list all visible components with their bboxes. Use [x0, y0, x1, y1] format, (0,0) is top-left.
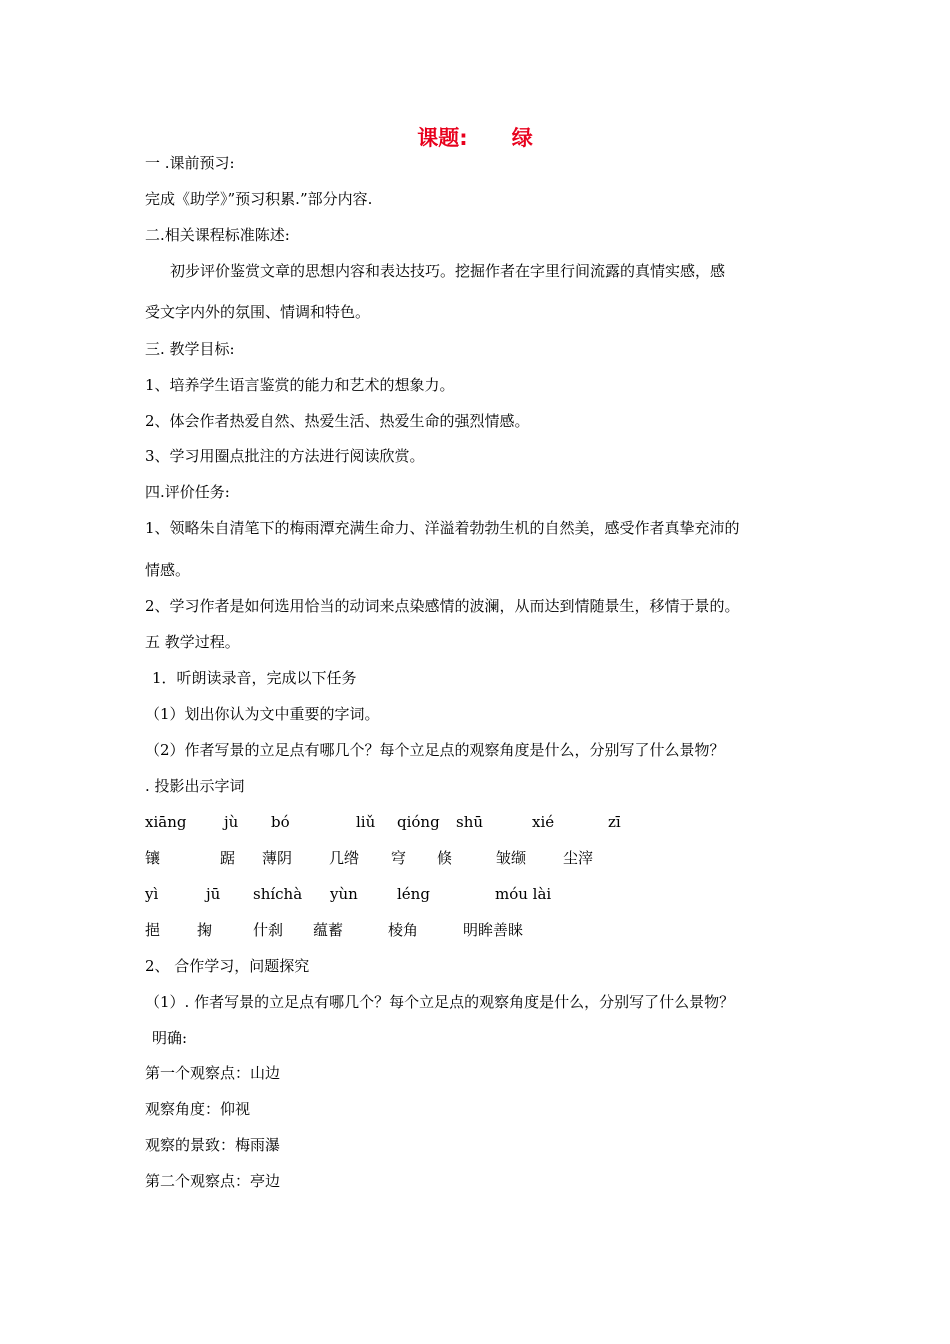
word: 几绺: [329, 849, 360, 867]
pinyin-row-2: [145, 884, 845, 904]
task-1-line-1: 1、领略朱自清笔下的梅雨潭充满生命力、洋溢着勃勃生机的自然美，感受作者真挚充沛的: [145, 519, 740, 537]
pinyin: qióng: [397, 813, 440, 831]
pinyin: shū: [456, 813, 484, 831]
process-step-2-a: （1）. 作者写景的立足点有哪几个？每个立足点的观察角度是什么，分别写了什么景物？: [145, 993, 735, 1011]
word: 穹: [391, 849, 407, 867]
observation-1: 第一个观察点：山边: [145, 1064, 281, 1082]
process-step-1-a: （1）划出你认为文中重要的字词。: [145, 705, 380, 723]
observation-scene: 观察的景致：梅雨瀑: [145, 1136, 281, 1154]
process-step-1-b: （2）作者写景的立足点有哪几个？每个立足点的观察角度是什么，分别写了什么景物？: [145, 741, 725, 759]
section-2-text-line-2: 受文字内外的氛围、情调和特色。: [145, 303, 371, 321]
word: 什刹: [253, 921, 284, 939]
pinyin: xié: [532, 813, 555, 831]
pinyin: léng: [397, 885, 430, 903]
section-2-text-line-1: 初步评价鉴赏文章的思想内容和表达技巧。挖掘作者在字里行间流露的真情实感，感: [170, 262, 726, 280]
process-step-1: 1．听朗读录音，完成以下任务: [152, 669, 357, 687]
pinyin: móu lài: [495, 885, 552, 903]
goal-3: 3、学习用圈点批注的方法进行阅读欣赏。: [145, 447, 425, 465]
observation-angle: 观察角度：仰视: [145, 1100, 251, 1118]
pinyin: jù: [224, 813, 239, 831]
process-step-1-c: . 投影出示字词: [145, 777, 245, 795]
word: 薄阴: [262, 849, 293, 867]
word: 蕴蓄: [313, 921, 344, 939]
clarify-label: 明确:: [152, 1029, 188, 1047]
word: 掬: [197, 921, 213, 939]
pinyin: zī: [608, 813, 621, 831]
word-row-2: [145, 920, 845, 940]
word: 倏: [437, 849, 453, 867]
pinyin: bó: [271, 813, 290, 831]
goal-2: 2、体会作者热爱自然、热爱生活、热爱生命的强烈情感。: [145, 412, 530, 430]
section-2-heading: 二.相关课程标准陈述:: [145, 226, 290, 244]
word: 尘滓: [563, 849, 594, 867]
pinyin: jū: [206, 885, 221, 903]
pinyin: liǔ: [356, 813, 376, 831]
word: 镶: [145, 849, 161, 867]
observation-2: 第二个观察点：亭边: [145, 1172, 281, 1190]
word: 棱角: [388, 921, 419, 939]
title-word: 绿: [511, 126, 533, 150]
section-5-heading: 五 教学过程。: [145, 633, 240, 651]
pinyin: yì: [145, 885, 159, 903]
pinyin: shíchà: [253, 885, 303, 903]
task-2: 2、学习作者是如何选用恰当的动词来点染感情的波澜，从而达到情随景生，移情于景的。: [145, 597, 740, 615]
word: 皱缬: [496, 849, 527, 867]
pinyin: yùn: [330, 885, 358, 903]
pinyin: xiāng: [145, 813, 187, 831]
task-1-line-2: 情感。: [145, 561, 191, 579]
section-4-heading: 四.评价任务:: [145, 483, 230, 501]
section-3-heading: 三. 教学目标:: [145, 340, 235, 358]
goal-1: 1、培养学生语言鉴赏的能力和艺术的想象力。: [145, 376, 455, 394]
word: 挹: [145, 921, 161, 939]
section-1-heading: 一 .课前预习:: [145, 154, 235, 172]
page-title: 课题: 绿: [417, 126, 533, 150]
word-row-1: [145, 848, 845, 868]
word: 明眸善睐: [463, 921, 524, 939]
word: 踞: [220, 849, 236, 867]
pinyin-row-1: [145, 812, 845, 832]
process-step-2: 2、 合作学习，问题探究: [145, 957, 310, 975]
section-1-text: 完成《助学》”预习积累.”部分内容.: [145, 190, 373, 208]
